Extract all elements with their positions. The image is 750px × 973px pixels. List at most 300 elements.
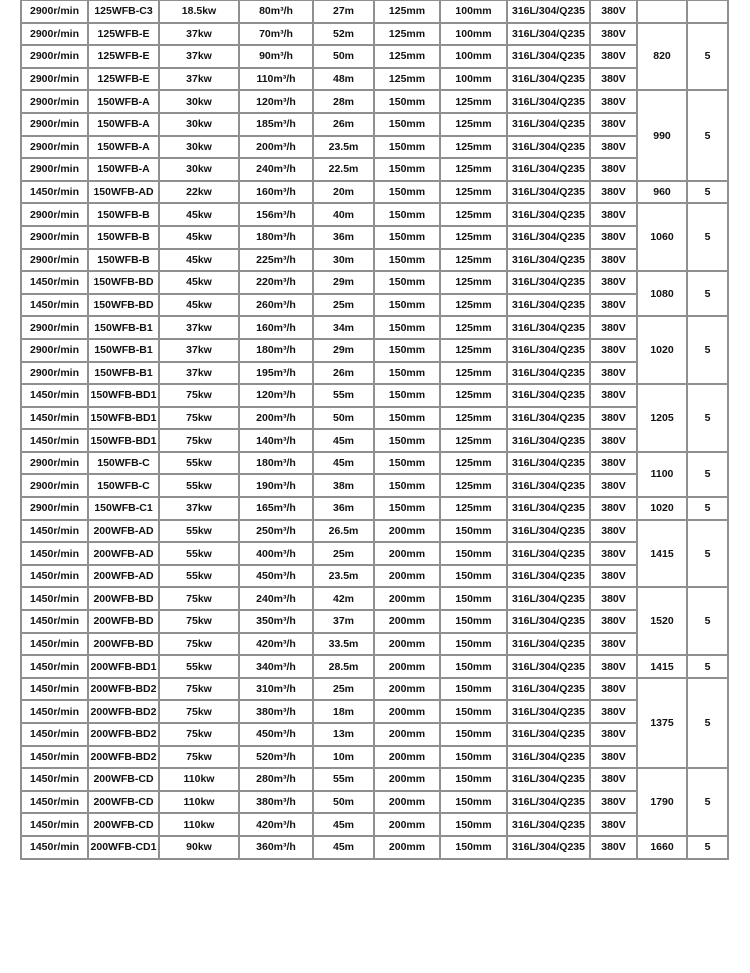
material-cell: 316L/304/Q235	[508, 769, 589, 790]
model-cell: 150WFB-AD	[89, 182, 158, 203]
table-row	[22, 566, 727, 587]
flow-cell: 90m³/h	[240, 46, 312, 67]
outlet-cell: 125mm	[441, 227, 506, 248]
outlet-cell: 150mm	[441, 792, 506, 813]
power-cell: 75kw	[160, 747, 238, 768]
model-cell: 150WFB-BD1	[89, 430, 158, 451]
flow-cell: 156m³/h	[240, 204, 312, 225]
material-cell: 316L/304/Q235	[508, 114, 589, 135]
model-cell: 150WFB-C1	[89, 498, 158, 519]
head-cell: 55m	[314, 385, 373, 406]
table-row	[22, 656, 727, 677]
flow-cell: 240m³/h	[240, 159, 312, 180]
outlet-cell: 150mm	[441, 543, 506, 564]
weight-cell: 1100	[638, 453, 686, 496]
table-row	[22, 634, 727, 655]
voltage-cell: 380V	[591, 408, 636, 429]
quantity-cell: 5	[688, 679, 727, 767]
table-row	[22, 295, 727, 316]
model-cell: 200WFB-AD	[89, 543, 158, 564]
power-cell: 75kw	[160, 724, 238, 745]
inlet-cell: 150mm	[375, 91, 439, 112]
flow-cell: 200m³/h	[240, 137, 312, 158]
power-cell: 55kw	[160, 543, 238, 564]
inlet-cell: 150mm	[375, 250, 439, 271]
speed-cell: 2900r/min	[22, 317, 87, 338]
inlet-cell: 150mm	[375, 363, 439, 384]
table-row	[22, 69, 727, 90]
head-cell: 27m	[314, 1, 373, 22]
table-row	[22, 588, 727, 609]
outlet-cell: 125mm	[441, 430, 506, 451]
voltage-cell: 380V	[591, 159, 636, 180]
model-cell: 125WFB-E	[89, 24, 158, 45]
voltage-cell: 380V	[591, 701, 636, 722]
model-cell: 150WFB-BD	[89, 295, 158, 316]
flow-cell: 180m³/h	[240, 340, 312, 361]
table-row	[22, 611, 727, 632]
speed-cell: 2900r/min	[22, 114, 87, 135]
material-cell: 316L/304/Q235	[508, 701, 589, 722]
table-row	[22, 408, 727, 429]
material-cell: 316L/304/Q235	[508, 814, 589, 835]
model-cell: 125WFB-E	[89, 46, 158, 67]
speed-cell: 1450r/min	[22, 634, 87, 655]
outlet-cell: 125mm	[441, 204, 506, 225]
table-row	[22, 182, 727, 203]
power-cell: 37kw	[160, 24, 238, 45]
speed-cell: 1450r/min	[22, 295, 87, 316]
flow-cell: 240m³/h	[240, 588, 312, 609]
outlet-cell: 125mm	[441, 475, 506, 496]
outlet-cell: 125mm	[441, 498, 506, 519]
flow-cell: 160m³/h	[240, 182, 312, 203]
inlet-cell: 200mm	[375, 543, 439, 564]
speed-cell: 2900r/min	[22, 475, 87, 496]
speed-cell: 2900r/min	[22, 137, 87, 158]
model-cell: 150WFB-A	[89, 137, 158, 158]
inlet-cell: 200mm	[375, 521, 439, 542]
model-cell: 150WFB-C	[89, 453, 158, 474]
power-cell: 55kw	[160, 475, 238, 496]
head-cell: 25m	[314, 679, 373, 700]
speed-cell: 2900r/min	[22, 340, 87, 361]
head-cell: 50m	[314, 46, 373, 67]
inlet-cell: 150mm	[375, 498, 439, 519]
weight-cell: 1375	[638, 679, 686, 767]
model-cell: 150WFB-B	[89, 250, 158, 271]
outlet-cell: 100mm	[441, 24, 506, 45]
head-cell: 38m	[314, 475, 373, 496]
material-cell: 316L/304/Q235	[508, 724, 589, 745]
inlet-cell: 200mm	[375, 769, 439, 790]
model-cell: 150WFB-A	[89, 159, 158, 180]
power-cell: 37kw	[160, 69, 238, 90]
material-cell: 316L/304/Q235	[508, 340, 589, 361]
power-cell: 75kw	[160, 430, 238, 451]
table-row	[22, 792, 727, 813]
power-cell: 110kw	[160, 769, 238, 790]
head-cell: 36m	[314, 498, 373, 519]
speed-cell: 1450r/min	[22, 272, 87, 293]
voltage-cell: 380V	[591, 385, 636, 406]
table-row	[22, 363, 727, 384]
table-row	[22, 317, 727, 338]
head-cell: 26m	[314, 363, 373, 384]
head-cell: 28m	[314, 91, 373, 112]
model-cell: 150WFB-BD	[89, 272, 158, 293]
material-cell: 316L/304/Q235	[508, 498, 589, 519]
voltage-cell: 380V	[591, 430, 636, 451]
voltage-cell: 380V	[591, 837, 636, 858]
material-cell: 316L/304/Q235	[508, 521, 589, 542]
outlet-cell: 125mm	[441, 91, 506, 112]
material-cell: 316L/304/Q235	[508, 295, 589, 316]
speed-cell: 2900r/min	[22, 69, 87, 90]
model-cell: 150WFB-B1	[89, 317, 158, 338]
inlet-cell: 125mm	[375, 46, 439, 67]
material-cell: 316L/304/Q235	[508, 250, 589, 271]
table-row	[22, 521, 727, 542]
model-cell: 150WFB-BD1	[89, 408, 158, 429]
outlet-cell: 150mm	[441, 634, 506, 655]
head-cell: 33.5m	[314, 634, 373, 655]
model-cell: 200WFB-CD	[89, 814, 158, 835]
voltage-cell: 380V	[591, 69, 636, 90]
model-cell: 200WFB-BD	[89, 588, 158, 609]
inlet-cell: 200mm	[375, 792, 439, 813]
outlet-cell: 125mm	[441, 114, 506, 135]
table-row	[22, 769, 727, 790]
weight-cell: 1080	[638, 272, 686, 315]
flow-cell: 200m³/h	[240, 408, 312, 429]
weight-cell: 990	[638, 91, 686, 179]
power-cell: 37kw	[160, 363, 238, 384]
outlet-cell: 125mm	[441, 317, 506, 338]
flow-cell: 165m³/h	[240, 498, 312, 519]
power-cell: 55kw	[160, 656, 238, 677]
spec-table-body	[22, 1, 727, 858]
outlet-cell: 100mm	[441, 1, 506, 22]
inlet-cell: 150mm	[375, 182, 439, 203]
material-cell: 316L/304/Q235	[508, 227, 589, 248]
inlet-cell: 200mm	[375, 837, 439, 858]
pump-spec-table	[20, 0, 729, 860]
head-cell: 20m	[314, 182, 373, 203]
outlet-cell: 125mm	[441, 385, 506, 406]
head-cell: 23.5m	[314, 566, 373, 587]
material-cell: 316L/304/Q235	[508, 543, 589, 564]
speed-cell: 2900r/min	[22, 363, 87, 384]
table-row	[22, 679, 727, 700]
flow-cell: 120m³/h	[240, 385, 312, 406]
flow-cell: 310m³/h	[240, 679, 312, 700]
speed-cell: 2900r/min	[22, 1, 87, 22]
inlet-cell: 200mm	[375, 588, 439, 609]
table-row	[22, 46, 727, 67]
inlet-cell: 125mm	[375, 24, 439, 45]
power-cell: 45kw	[160, 295, 238, 316]
head-cell: 22.5m	[314, 159, 373, 180]
outlet-cell: 150mm	[441, 747, 506, 768]
flow-cell: 70m³/h	[240, 24, 312, 45]
quantity-cell: 5	[688, 769, 727, 835]
quantity-cell: 5	[688, 24, 727, 90]
voltage-cell: 380V	[591, 295, 636, 316]
inlet-cell: 150mm	[375, 385, 439, 406]
weight-cell: 820	[638, 24, 686, 90]
power-cell: 45kw	[160, 250, 238, 271]
inlet-cell: 150mm	[375, 159, 439, 180]
table-row	[22, 747, 727, 768]
voltage-cell: 380V	[591, 814, 636, 835]
speed-cell: 2900r/min	[22, 91, 87, 112]
flow-cell: 140m³/h	[240, 430, 312, 451]
power-cell: 75kw	[160, 588, 238, 609]
voltage-cell: 380V	[591, 747, 636, 768]
voltage-cell: 380V	[591, 611, 636, 632]
flow-cell: 520m³/h	[240, 747, 312, 768]
head-cell: 26m	[314, 114, 373, 135]
inlet-cell: 150mm	[375, 295, 439, 316]
outlet-cell: 125mm	[441, 137, 506, 158]
weight-cell: 1415	[638, 521, 686, 587]
outlet-cell: 150mm	[441, 566, 506, 587]
head-cell: 18m	[314, 701, 373, 722]
material-cell: 316L/304/Q235	[508, 611, 589, 632]
flow-cell: 190m³/h	[240, 475, 312, 496]
speed-cell: 1450r/min	[22, 566, 87, 587]
power-cell: 110kw	[160, 792, 238, 813]
voltage-cell: 380V	[591, 340, 636, 361]
power-cell: 75kw	[160, 634, 238, 655]
speed-cell: 1450r/min	[22, 792, 87, 813]
material-cell: 316L/304/Q235	[508, 69, 589, 90]
outlet-cell: 125mm	[441, 340, 506, 361]
speed-cell: 2900r/min	[22, 204, 87, 225]
weight-cell: 960	[638, 182, 686, 203]
table-row	[22, 204, 727, 225]
voltage-cell: 380V	[591, 588, 636, 609]
speed-cell: 2900r/min	[22, 24, 87, 45]
material-cell: 316L/304/Q235	[508, 385, 589, 406]
model-cell: 200WFB-CD1	[89, 837, 158, 858]
model-cell: 125WFB-C3	[89, 1, 158, 22]
outlet-cell: 150mm	[441, 521, 506, 542]
voltage-cell: 380V	[591, 46, 636, 67]
inlet-cell: 200mm	[375, 747, 439, 768]
power-cell: 18.5kw	[160, 1, 238, 22]
speed-cell: 1450r/min	[22, 724, 87, 745]
head-cell: 36m	[314, 227, 373, 248]
head-cell: 34m	[314, 317, 373, 338]
weight-cell: 1415	[638, 656, 686, 677]
flow-cell: 225m³/h	[240, 250, 312, 271]
material-cell: 316L/304/Q235	[508, 430, 589, 451]
table-row	[22, 475, 727, 496]
head-cell: 37m	[314, 611, 373, 632]
head-cell: 30m	[314, 250, 373, 271]
inlet-cell: 150mm	[375, 453, 439, 474]
outlet-cell: 100mm	[441, 69, 506, 90]
power-cell: 30kw	[160, 114, 238, 135]
inlet-cell: 150mm	[375, 227, 439, 248]
flow-cell: 110m³/h	[240, 69, 312, 90]
power-cell: 75kw	[160, 679, 238, 700]
voltage-cell: 380V	[591, 724, 636, 745]
flow-cell: 220m³/h	[240, 272, 312, 293]
outlet-cell: 125mm	[441, 295, 506, 316]
model-cell: 125WFB-E	[89, 69, 158, 90]
outlet-cell: 125mm	[441, 159, 506, 180]
voltage-cell: 380V	[591, 317, 636, 338]
voltage-cell: 380V	[591, 498, 636, 519]
weight-cell: 1790	[638, 769, 686, 835]
power-cell: 55kw	[160, 566, 238, 587]
flow-cell: 160m³/h	[240, 317, 312, 338]
power-cell: 75kw	[160, 611, 238, 632]
model-cell: 150WFB-A	[89, 114, 158, 135]
material-cell: 316L/304/Q235	[508, 91, 589, 112]
table-row	[22, 227, 727, 248]
quantity-cell	[688, 1, 727, 22]
weight-cell: 1060	[638, 204, 686, 270]
material-cell: 316L/304/Q235	[508, 656, 589, 677]
model-cell: 200WFB-CD	[89, 792, 158, 813]
flow-cell: 80m³/h	[240, 1, 312, 22]
model-cell: 150WFB-B1	[89, 340, 158, 361]
speed-cell: 1450r/min	[22, 747, 87, 768]
head-cell: 29m	[314, 272, 373, 293]
outlet-cell: 150mm	[441, 837, 506, 858]
power-cell: 45kw	[160, 227, 238, 248]
material-cell: 316L/304/Q235	[508, 634, 589, 655]
head-cell: 23.5m	[314, 137, 373, 158]
inlet-cell: 200mm	[375, 679, 439, 700]
table-row	[22, 701, 727, 722]
model-cell: 200WFB-BD2	[89, 679, 158, 700]
head-cell: 10m	[314, 747, 373, 768]
head-cell: 26.5m	[314, 521, 373, 542]
speed-cell: 1450r/min	[22, 543, 87, 564]
voltage-cell: 380V	[591, 250, 636, 271]
head-cell: 29m	[314, 340, 373, 361]
material-cell: 316L/304/Q235	[508, 137, 589, 158]
inlet-cell: 150mm	[375, 204, 439, 225]
inlet-cell: 150mm	[375, 137, 439, 158]
voltage-cell: 380V	[591, 24, 636, 45]
table-row	[22, 453, 727, 474]
speed-cell: 1450r/min	[22, 385, 87, 406]
flow-cell: 450m³/h	[240, 566, 312, 587]
power-cell: 90kw	[160, 837, 238, 858]
head-cell: 13m	[314, 724, 373, 745]
outlet-cell: 125mm	[441, 182, 506, 203]
power-cell: 30kw	[160, 137, 238, 158]
head-cell: 55m	[314, 769, 373, 790]
table-row	[22, 272, 727, 293]
outlet-cell: 150mm	[441, 724, 506, 745]
quantity-cell: 5	[688, 385, 727, 451]
material-cell: 316L/304/Q235	[508, 317, 589, 338]
inlet-cell: 200mm	[375, 701, 439, 722]
table-row	[22, 159, 727, 180]
inlet-cell: 150mm	[375, 317, 439, 338]
voltage-cell: 380V	[591, 363, 636, 384]
weight-cell: 1020	[638, 317, 686, 383]
flow-cell: 185m³/h	[240, 114, 312, 135]
inlet-cell: 150mm	[375, 430, 439, 451]
voltage-cell: 380V	[591, 792, 636, 813]
speed-cell: 2900r/min	[22, 250, 87, 271]
model-cell: 150WFB-A	[89, 91, 158, 112]
table-row	[22, 24, 727, 45]
flow-cell: 180m³/h	[240, 227, 312, 248]
head-cell: 25m	[314, 295, 373, 316]
voltage-cell: 380V	[591, 114, 636, 135]
quantity-cell: 5	[688, 91, 727, 179]
weight-cell: 1020	[638, 498, 686, 519]
model-cell: 200WFB-BD2	[89, 747, 158, 768]
speed-cell: 1450r/min	[22, 611, 87, 632]
flow-cell: 420m³/h	[240, 814, 312, 835]
speed-cell: 2900r/min	[22, 453, 87, 474]
speed-cell: 2900r/min	[22, 159, 87, 180]
weight-cell: 1205	[638, 385, 686, 451]
material-cell: 316L/304/Q235	[508, 24, 589, 45]
flow-cell: 340m³/h	[240, 656, 312, 677]
inlet-cell: 125mm	[375, 69, 439, 90]
voltage-cell: 380V	[591, 272, 636, 293]
quantity-cell: 5	[688, 272, 727, 315]
table-row	[22, 250, 727, 271]
flow-cell: 350m³/h	[240, 611, 312, 632]
quantity-cell: 5	[688, 182, 727, 203]
material-cell: 316L/304/Q235	[508, 159, 589, 180]
speed-cell: 1450r/min	[22, 679, 87, 700]
material-cell: 316L/304/Q235	[508, 837, 589, 858]
quantity-cell: 5	[688, 498, 727, 519]
table-row	[22, 137, 727, 158]
inlet-cell: 150mm	[375, 340, 439, 361]
speed-cell: 1450r/min	[22, 814, 87, 835]
table-row	[22, 385, 727, 406]
table-row	[22, 837, 727, 858]
weight-cell: 1520	[638, 588, 686, 654]
voltage-cell: 380V	[591, 1, 636, 22]
speed-cell: 1450r/min	[22, 408, 87, 429]
table-row	[22, 724, 727, 745]
material-cell: 316L/304/Q235	[508, 475, 589, 496]
head-cell: 50m	[314, 792, 373, 813]
material-cell: 316L/304/Q235	[508, 588, 589, 609]
head-cell: 50m	[314, 408, 373, 429]
outlet-cell: 125mm	[441, 363, 506, 384]
flow-cell: 380m³/h	[240, 701, 312, 722]
table-row	[22, 543, 727, 564]
inlet-cell: 200mm	[375, 611, 439, 632]
material-cell: 316L/304/Q235	[508, 272, 589, 293]
head-cell: 40m	[314, 204, 373, 225]
voltage-cell: 380V	[591, 769, 636, 790]
material-cell: 316L/304/Q235	[508, 204, 589, 225]
material-cell: 316L/304/Q235	[508, 792, 589, 813]
head-cell: 42m	[314, 588, 373, 609]
table-row	[22, 340, 727, 361]
flow-cell: 180m³/h	[240, 453, 312, 474]
model-cell: 150WFB-C	[89, 475, 158, 496]
material-cell: 316L/304/Q235	[508, 679, 589, 700]
